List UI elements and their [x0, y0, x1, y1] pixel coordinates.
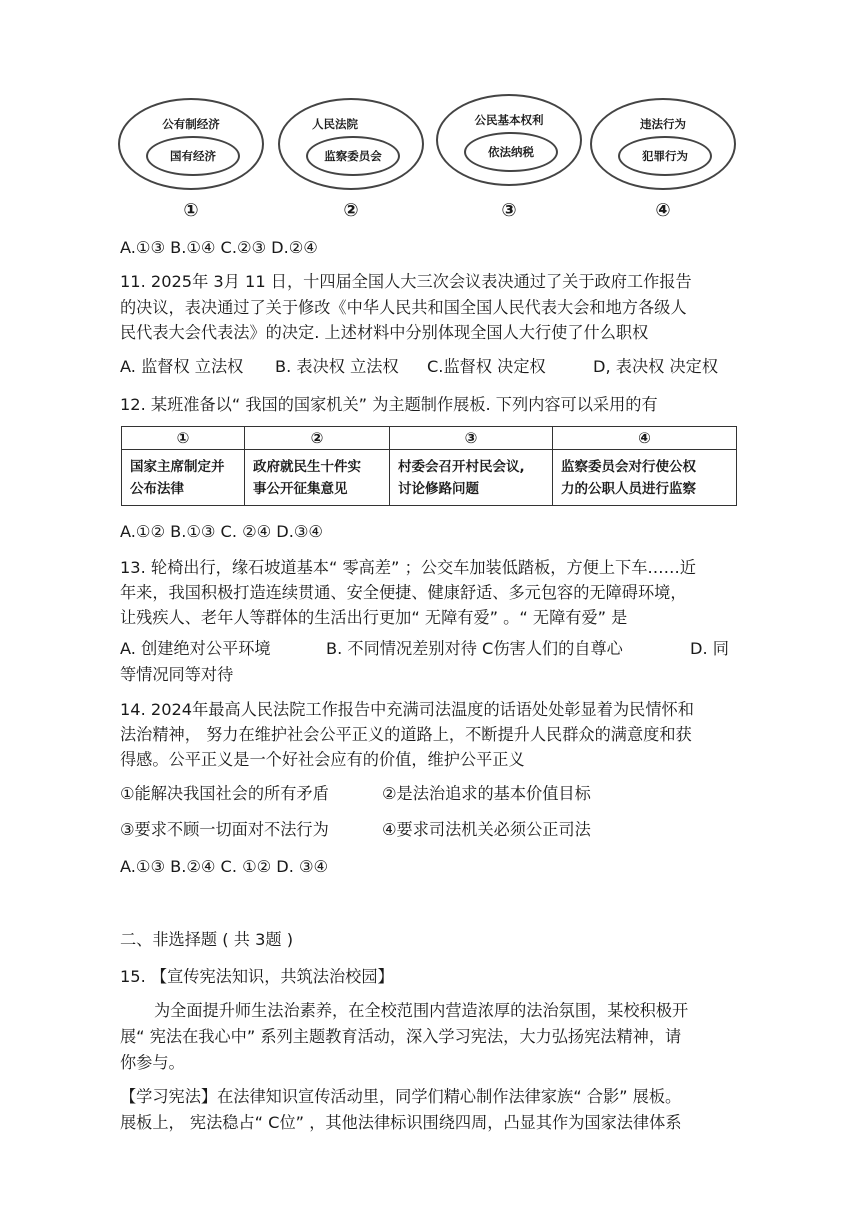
q15-paragraph-line3: 你参与。 [120, 1053, 185, 1072]
q13-line1: 13. 轮椅出行，缘石坡道基本“ 零高差” ；公交车加装低踏板，方便上下车……近 [120, 558, 696, 577]
q11-option-b-c [275, 354, 429, 380]
q12-table [121, 426, 737, 506]
q14-statements-1 [120, 781, 591, 807]
q15-paragraph-line1: 为全面提升师生法治素养，在全校范围内营造浓厚的法治氛围，某校积极开 [154, 1001, 689, 1020]
q13-line2: 年来，我国积极打造连续贯通、安全便捷、健康舒适、多元包容的无障碍环境， [120, 583, 687, 602]
outer-label: 违法行为 [640, 117, 686, 131]
q11-line2: 的决议，表决通过了关于修改《中华人民共和国全国人民代表大会和地方各级人 [120, 298, 687, 317]
statement-3: ③要求不顾一切面对不法行为 [120, 820, 329, 839]
table-row [122, 450, 737, 506]
q15-title: 15. 【宣传宪法知识，共筑法治校园】 [120, 967, 394, 986]
q14-line2: 法治精神， 努力在维护社会公平正义的道路上，不断提升人民群众的满意度和获 [120, 725, 692, 744]
diagram-4 [590, 90, 740, 230]
q11-options [120, 354, 718, 380]
cell-line: 村委会召开村民会议, [398, 458, 525, 475]
q11-option-b: B. 表决权 立法权 [275, 357, 399, 376]
inner-ellipse: 监察委员会 [306, 136, 400, 176]
diagram-1 [118, 90, 268, 230]
table-header-cell: ② [245, 427, 390, 450]
q13-option-d-start: D. 同 [690, 639, 729, 658]
diagram-3 [436, 90, 586, 230]
statement-4: ④要求司法机关必须公正司法 [382, 820, 591, 839]
q15-paragraph-line5: 展板上， 宪法稳占“ C位” ，其他法律标识围绕四周，凸显其作为国家法律体系 [120, 1113, 682, 1132]
venn-diagrams [118, 90, 738, 230]
q14-statements-2 [120, 817, 591, 843]
section-title: 二、非选择题 ( 共 3题 ) [120, 930, 294, 949]
q11-option-a: A. 监督权 立法权 [120, 357, 244, 376]
q14-options: A.①③ B.②④ C. ①② D. ③④ [120, 857, 329, 876]
q15-paragraph-line2: 展“ 宪法在我心中” 系列主题教育活动，深入学习宪法，大力弘扬宪法精神，请 [120, 1027, 682, 1046]
outer-label: 公民基本权利 [474, 113, 544, 127]
q14-line3: 得感。公平正义是一个好社会应有的价值，维护公平正义 [120, 750, 525, 769]
cell-line: 国家主席制定并 [130, 458, 225, 475]
q15-paragraph-line4: 【学习宪法】在法律知识宣传活动里，同学们精心制作法律家族“ 合影” 展板。 [120, 1087, 682, 1106]
table-cell [390, 450, 553, 506]
q13-option-a: A. 创建绝对公平环境 [120, 639, 271, 658]
q14-line1: 14. 2024年最高人民法院工作报告中充满司法温度的话语处处彰显着为民情怀和 [120, 700, 694, 719]
outer-label: 公有制经济 [162, 117, 220, 131]
cell-line: 事公开征集意见 [253, 480, 348, 497]
diagram-number: ② [343, 200, 359, 221]
q10-options: A.①③ B.①④ C.②③ D.②④ [120, 238, 318, 257]
cell-line: 讨论修路问题 [398, 480, 479, 497]
cell-line: 监察委员会对行使公权 [561, 458, 696, 475]
q11-line3: 民代表大会代表法》的决定. 上述材料中分别体现全国人大行使了什么职权 [120, 323, 649, 342]
table-cell [245, 450, 390, 506]
table-header-cell: ① [122, 427, 245, 450]
diagram-number: ① [183, 200, 199, 221]
q11-option-c: C.监督权 决定权 [427, 357, 546, 376]
diagram-number: ④ [655, 200, 671, 221]
cell-line: 公布法律 [130, 480, 184, 497]
q13-options [120, 636, 740, 662]
statement-2: ②是法治追求的基本价值目标 [382, 784, 591, 803]
table-header-row [122, 427, 737, 450]
table-header-cell: ③ [390, 427, 553, 450]
statement-1: ①能解决我国社会的所有矛盾 [120, 784, 329, 803]
inner-ellipse: 依法纳税 [464, 132, 558, 172]
outer-label: 人民法院 [312, 117, 358, 131]
cell-line: 力的公职人员进行监察 [561, 480, 696, 497]
q13-line3: 让残疾人、老年人等群体的生活出行更加“ 无障有爱” 。“ 无障有爱” 是 [120, 608, 628, 627]
diagram-number: ③ [501, 200, 517, 221]
table-cell [122, 450, 245, 506]
diagram-2 [278, 90, 428, 230]
q13-option-d-end: 等情况同等对待 [120, 665, 234, 684]
table-header-cell: ④ [553, 427, 737, 450]
q11-option-d: D, 表决权 决定权 [593, 357, 719, 376]
q13-option-b-c: B. 不同情况差别对待 C伤害人们的自尊心 [326, 639, 623, 658]
inner-ellipse: 犯罪行为 [618, 136, 712, 176]
cell-line: 政府就民生十件实 [253, 458, 361, 475]
q12-options: A.①② B.①③ C. ②④ D.③④ [120, 522, 323, 541]
q11-line1: 11. 2025年 3月 11 日，十四届全国人大三次会议表决通过了关于政府工作报告 [120, 272, 692, 291]
table-cell [553, 450, 737, 506]
inner-ellipse: 国有经济 [146, 136, 240, 176]
q12-line1: 12. 某班准备以“ 我国的国家机关” 为主题制作展板. 下列内容可以采用的有 [120, 395, 658, 414]
